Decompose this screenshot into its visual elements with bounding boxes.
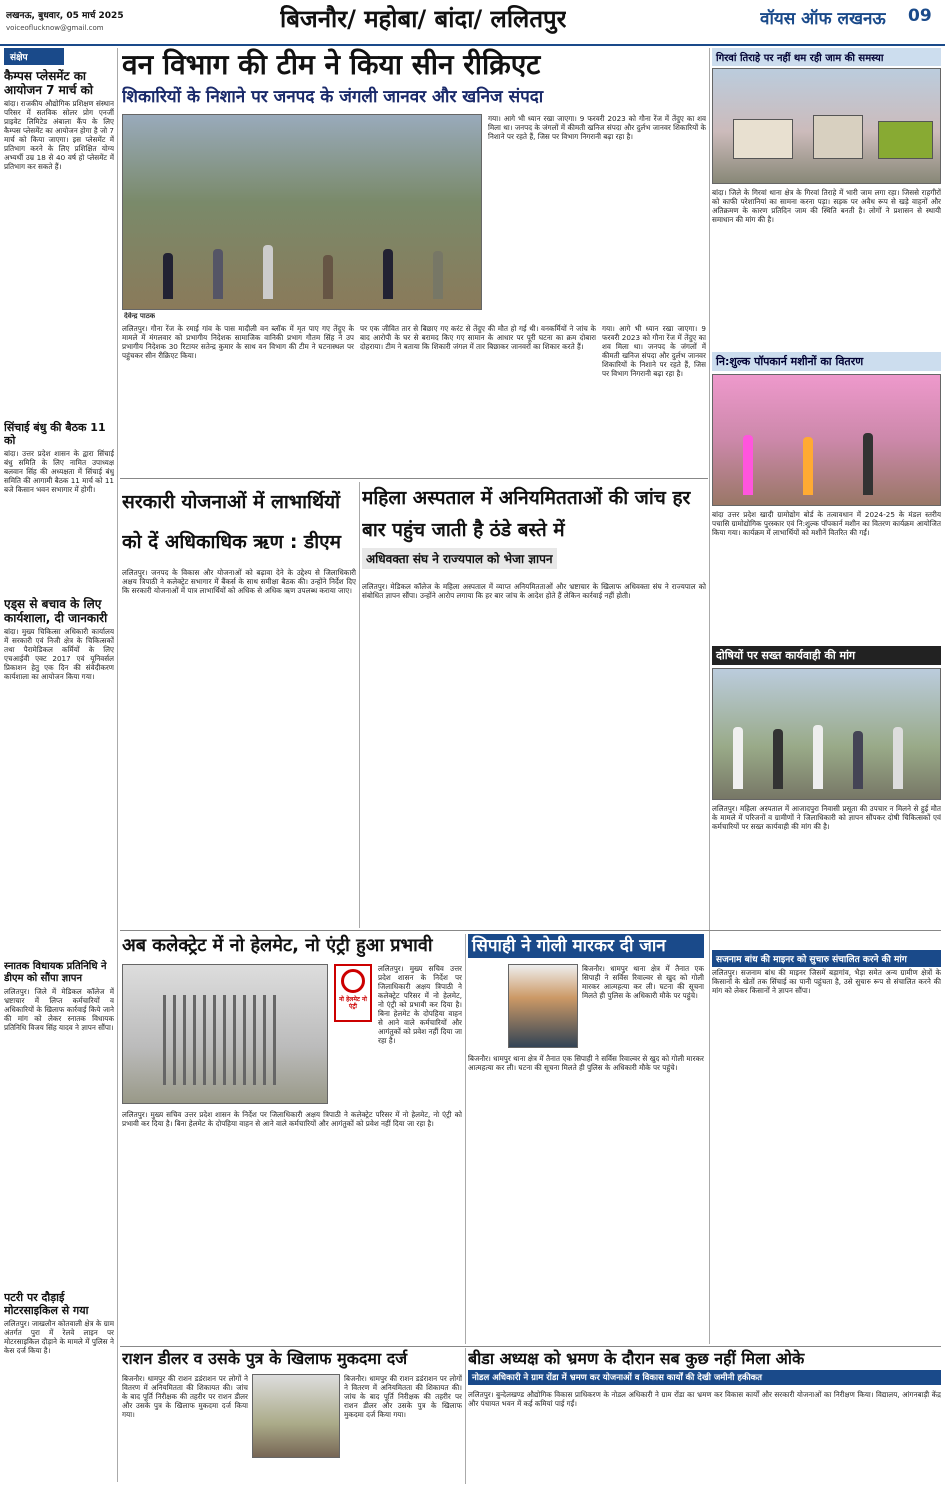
inspection-story <box>468 1348 941 1484</box>
brief-2-text: बांदा। उत्तर प्रदेश शासन के द्वारा सिंचाई बंधु समिति के लिए नामित उपाध्यक्ष बलवान सिंह की अध्यक्षता में सिंचाई बंधु समिति की आगामी बैठक 11 मार्च को 11 बजे किसान भवन सभागार में होगी। <box>4 449 114 494</box>
constable-text: बिजनौर। धामपुर थाना क्षेत्र में तैनात एक सिपाही ने सर्विस रिवाल्वर से खुद को गोली मारकर आत्महत्या कर ली। घटना की सूचना मिलते ही पुलिस के अधिकारी मौके पर पहुंचे। <box>468 1054 704 1072</box>
hospital-text: ललितपुर। मेडिकल कॉलेज के महिला अस्पताल में व्याप्त अनियमितताओं और भ्रष्टाचार के खिलाफ अधिवक्ता संघ ने राज्यपाल को संबोधित ज्ञापन सौंपा। उन्होंने आरोप लगाया कि हर बार जांच के आदेश होते हैं लेकिन कार्रवाई नहीं होती। <box>362 582 706 600</box>
briefs-sidebar <box>4 48 114 1482</box>
lead-text-3: गया। आगे भी ध्यान रखा जाएगा। 9 फरवरी 2023 को गौना रेंज में तेंदुए का शव मिला था। जनपद के जंगलों में कीमती खनिज संपदा और दुर्लभ जानवर शिकारियों के निशाने पर रहते हैं, जिस पर विभाग निगरानी बढ़ा रहा है। <box>488 114 706 141</box>
column-rule <box>709 934 710 1344</box>
lead-headline: वन विभाग की टीम ने किया सीन रीक्रिएट <box>122 48 541 81</box>
constable-headline: सिपाही ने गोली मारकर दी जान <box>468 934 704 958</box>
truck-shape <box>733 119 793 159</box>
canal-text: ललितपुर। सजनाम बांध की माइनर जिसमें बड़ागांव, भैड़ा समेत अन्य ग्रामीण क्षेत्रों के किसानों के खेतों तक सिंचाई का पानी पहुंचता है, उसे सुचारु रूप से संचालित करने की मांग को लेकर किसानों ने ज्ञापन सौंपा। <box>712 968 941 995</box>
ration-text: बिजनौर। धामपुर की राशन डडंराशन पर लोगों ने वितरण में अनियमितता की शिकायत की। जांच के बाद पूर्ति निरीक्षक की तहरीर पर राशन डीलर और उसके पुत्र के खिलाफ मुकदमा दर्ज किया गया। <box>122 1374 248 1419</box>
right-top-story <box>712 48 941 348</box>
constable-story <box>468 934 704 1344</box>
canal-story <box>712 950 941 1344</box>
lead-text-2: पर एक जीवित तार से बिछाए गए करंट से तेंदुए की मौत हो गई थी। वनकर्मियों ने जांच के बाद आरोपी के घर से बरामद किए गए सामान के आधार पर पूरी घटना का क्रम दोबारा दोहराया। टीम ने बताया कि शिकारी जंगल में तार बिछाकर जानवरों का शिकार करते हैं। <box>360 324 596 351</box>
website: voiceoflucknow@gmail.com <box>6 24 104 32</box>
inspection-subhead: नोडल अधिकारी ने ग्राम रोंडा में भ्रमण कर योजनाओं व विकास कार्यों की देखी जमीनी हकीकत <box>468 1370 941 1385</box>
person-figure <box>863 433 873 495</box>
right-mid-story <box>712 352 941 642</box>
lead-text-1: ललितपुर। गौना रेंज के रमाई गांव के पास मादीली वन ब्लॉक में मृत पाए गए तेंदुए के मामले में मंगलवार को प्रभागीय निदेशक सामाजिक वानिकी प्रभाग गौतम सिंह ने उप प्रभागीय निदेशक 30 रिटायर सतेन्द्र कुमार के साथ वन विभाग की टीम ने घटनास्थल पर पहुंचकर सीन रीक्रिएट किया। <box>122 324 354 360</box>
lead-photo <box>122 114 482 310</box>
column-rule <box>465 934 466 1344</box>
right-mid-headline: नि:शुल्क पॉपकार्न मशीनों का वितरण <box>712 352 941 371</box>
loan-headline: सरकारी योजनाओं में लाभार्थियों को दें अधिकाधिक ऋण : डीएम <box>122 491 342 553</box>
hospital-subhead: अधिवक्ता संघ ने राज्यपाल को भेजा ज्ञापन <box>362 548 557 569</box>
briefs-label: संक्षेप <box>4 48 64 65</box>
page-number: 09 <box>908 6 932 26</box>
column-rule <box>117 48 118 1482</box>
brief-5-text: ललितपुर। जाखलौन कोतवाली क्षेत्र के ग्राम अंतर्गत पुरा में रेलवे लाइन पर मोटरसाइकिल दौड़ाने के मामले में पुलिस ने केस दर्ज किया है। <box>4 1319 114 1355</box>
gate-bars <box>163 995 283 1085</box>
brief-3-title: एड्स से बचाव के लिए कार्यशाला, दी जानकारी <box>4 597 108 625</box>
lead-subhead: शिकारियों के निशाने पर जनपद के जंगली जानवर और खनिज संपदा <box>122 87 544 107</box>
right-lower-story <box>712 646 941 936</box>
right-lower-text: ललितपुर। महिला अस्पताल में आजादपुरा निवासी प्रसूता की उपचार न मिलने से हुई मौत के मामले में परिजनों व ग्रामीणों ने जिलाधिकारी को ज्ञापन सौंपकर दोषी चिकित्सकों एवं कर्मचारियों पर सख्त कार्यवाही की मांग की है। <box>712 804 941 831</box>
dateline: लखनऊ, बुधवार, 05 मार्च 2025 <box>6 11 124 21</box>
column-rule <box>709 48 710 948</box>
person-figure <box>383 249 393 299</box>
person-figure <box>813 725 823 789</box>
protest-photo <box>712 668 941 800</box>
person-figure <box>433 251 443 299</box>
column-rule <box>359 482 360 928</box>
person-figure <box>773 729 783 789</box>
brief-4-title: स्नातक विधायक प्रतिनिधि ने डीएम को सौंपा ज्ञापन <box>4 961 107 984</box>
row4-divider <box>120 1346 941 1347</box>
brief-1-text: बांदा। राजकीय औद्योगिक प्रशिक्षण संस्थान परिसर में सतविक सोलर प्रोग एनर्जी प्राइवेट लिमिटेड अंबाला कैंप के लिए कैम्पस प्लेसमेंट का आयोजन होगा है जो 7 मार्च को किया जाएगा। इस प्लेसमेंट में प्रतिभाग करने के लिए प्रशिक्षित योग्य अभ्यर्थी उम्र 18 से 40 वर्ष हो प्लेसमेंट में प्रतिभाग कर सकते हैं। <box>4 99 114 171</box>
truck-shape <box>813 115 863 159</box>
sign-text: नो हेलमेट नो एंट्री <box>339 996 367 1010</box>
person-figure <box>853 731 863 789</box>
row3-divider <box>120 930 941 931</box>
section-title: बिजनौर/ महोबा/ बांदा/ ललितपुर <box>280 5 567 33</box>
no-helmet-icon <box>341 969 365 993</box>
ration-photo <box>252 1374 340 1458</box>
right-mid-text: बांदा उत्तर प्रदेश खादी ग्रामोद्योग बोर्ड के तत्वावधान में 2024-25 के मंडल स्तरीय पचासि ग्रामोद्योगिक पुरस्कार एवं नि:शुल्क पॉपकार्न मशीन का वितरण कार्यक्रम आयोजित किया गया। कार्यक्रम में लाभार्थियों को मशीनें वितरित की गईं। <box>712 510 941 537</box>
person-figure <box>893 727 903 789</box>
person-figure <box>263 245 273 299</box>
hospital-headline: महिला अस्पताल में अनियमितताओं की जांच हर बार पहुंच जाती है ठंडे बस्ते में <box>362 487 691 541</box>
helmet-headline: अब कलेक्ट्रेट में नो हेलमेट, नो एंट्री हुआ प्रभावी <box>122 935 433 956</box>
hospital-story <box>362 482 706 928</box>
lead-story <box>122 48 706 476</box>
traffic-photo <box>712 68 941 184</box>
row2-divider <box>120 478 708 479</box>
person-figure <box>323 255 333 299</box>
ration-headline: राशन डीलर व उसके पुत्र के खिलाफ मुकदमा दर्ज <box>122 1349 408 1368</box>
helmet-sign <box>334 964 372 1022</box>
truck-shape <box>878 121 933 159</box>
inspection-text: ललितपुर। बुन्देलखण्ड औद्योगिक विकास प्राधिकरण के नोडल अधिकारी ने ग्राम रोंडा का भ्रमण कर विकास कार्यों और सरकारी योजनाओं का निरीक्षण किया। विद्यालय, आंगनबाड़ी केंद्र और पंचायत भवन में कई कमियां पाई गईं। <box>468 1390 941 1408</box>
helmet-text-side: ललितपुर। मुख्य सचिव उत्तर प्रदेश शासन के निर्देश पर जिलाधिकारी अक्षय त्रिपाठी ने कलेक्ट्रेट परिसर में नो हेलमेट, नो एंट्री को प्रभावी कर दिया है। बिना हेलमेट के दोपहिया वाहन से आने वाले कर्मचारियों और आगंतुकों को प्रवेश नहीं दिया जा रहा है। <box>378 964 462 1045</box>
paper-name: वॉयस ऑफ लखनऊ <box>760 9 886 29</box>
masthead <box>0 0 945 46</box>
popcorn-event-photo <box>712 374 941 506</box>
right-top-text: बांदा। जिले के गिरवां थाना क्षेत्र के गिरवां तिराहे में भारी जाम लगा रहा। जिससे राहगीरों को काफी परेशानियां का सामना करना पड़ा। सड़क पर अवैध रूप से खड़े वाहनों और अतिक्रमण के कारण प्रतिदिन जाम की स्थिति बनती है। लोगों ने प्रशासन से स्थायी समाधान की मांग की है। <box>712 188 941 224</box>
brief-5-title: पटरी पर दौड़ाई मोटरसाइकिल से गया <box>4 1291 89 1317</box>
ration-story <box>122 1348 462 1484</box>
loan-story <box>122 482 356 928</box>
person-figure <box>803 437 813 495</box>
lead-photo-caption: देवेन्द्र पाठक <box>124 312 156 320</box>
helmet-text: ललितपुर। मुख्य सचिव उत्तर प्रदेश शासन के निर्देश पर जिलाधिकारी अक्षय त्रिपाठी ने कलेक्ट्रेट परिसर में नो हेलमेट, नो एंट्री को प्रभावी कर दिया है। बिना हेलमेट के दोपहिया वाहन से आने वाले कर्मचारियों और आगंतुकों को प्रवेश नहीं दिया जा रहा है। <box>122 1110 462 1128</box>
brief-2-title: सिंचाई बंधु की बैठक 11 को <box>4 421 106 447</box>
lead-text-4: गया। आगे भी ध्यान रखा जाएगा। 9 फरवरी 2023 को गौना रेंज में तेंदुए का शव मिला था। जनपद के जंगलों में कीमती खनिज संपदा और दुर्लभ जानवर शिकारियों के निशाने पर रहते हैं, जिस पर विभाग निगरानी बढ़ा रहा है। <box>602 324 706 378</box>
loan-text: ललितपुर। जनपद के विकास और योजनाओं को बढ़ावा देने के उद्देश्य से जिलाधिकारी अक्षय त्रिपाठी ने कलेक्ट्रेट सभागार में बैंकर्स के साथ समीक्षा बैठक की। उन्होंने निर्देश दिए कि सरकारी योजनाओं में पात्र लाभार्थियों को अधिक से अधिक ऋण उपलब्ध कराया जाए। <box>122 568 356 595</box>
helmet-story <box>122 934 462 1344</box>
inspection-headline: बीडा अध्यक्ष को भ्रमण के दौरान सब कुछ नहीं मिला ओके <box>468 1349 805 1368</box>
column-rule <box>465 1348 466 1484</box>
person-figure <box>163 253 173 299</box>
ration-text-2: बिजनौर। धामपुर की राशन डडंराशन पर लोगों ने वितरण में अनियमितता की शिकायत की। जांच के बाद पूर्ति निरीक्षक की तहरीर पर राशन डीलर और उसके पुत्र के खिलाफ मुकदमा दर्ज किया गया। <box>344 1374 462 1419</box>
brief-3-text: बांदा। मुख्य चिकित्सा अधिकारी कार्यालय में सरकारी एवं निजी क्षेत्र के चिकित्सकों तथा पैरामेडिकल कर्मियों के लिए एचआईवी एक्ट 2017 एवं यूनिवर्सल प्रिकाशन हेतु एक दिन की संवेदीकरण कार्यशाला का आयोजन किया गया। <box>4 627 114 681</box>
person-figure <box>733 727 743 789</box>
constable-photo <box>508 964 578 1048</box>
collectorate-gate-photo <box>122 964 328 1104</box>
right-top-headline: गिरवां तिराहे पर नहीं थम रही जाम की समस्या <box>712 48 941 66</box>
right-lower-headline: दोषियों पर सख्त कार्यवाही की मांग <box>712 646 941 665</box>
canal-headline: सजनाम बांध की माइनर को सुचारु संचालित करने की मांग <box>712 950 941 967</box>
person-figure <box>743 435 753 495</box>
person-figure <box>213 249 223 299</box>
constable-text-side: बिजनौर। धामपुर थाना क्षेत्र में तैनात एक सिपाही ने सर्विस रिवाल्वर से खुद को गोली मारकर आत्महत्या कर ली। घटना की सूचना मिलते ही पुलिस के अधिकारी मौके पर पहुंचे। <box>582 964 704 1000</box>
brief-4-text: ललितपुर। जिले में मेडिकल कॉलेज में भ्रष्टाचार में लिप्त कर्मचारियों व अधिकारियों के खिलाफ कार्रवाई किये जाने की मांग को लेकर स्नातक विधायक प्रतिनिधि विजय सिंह यादव ने ज्ञापन सौंपा। <box>4 987 114 1032</box>
brief-1-title: कैम्पस प्लेसमेंट का आयोजन 7 मार्च को <box>4 69 94 97</box>
